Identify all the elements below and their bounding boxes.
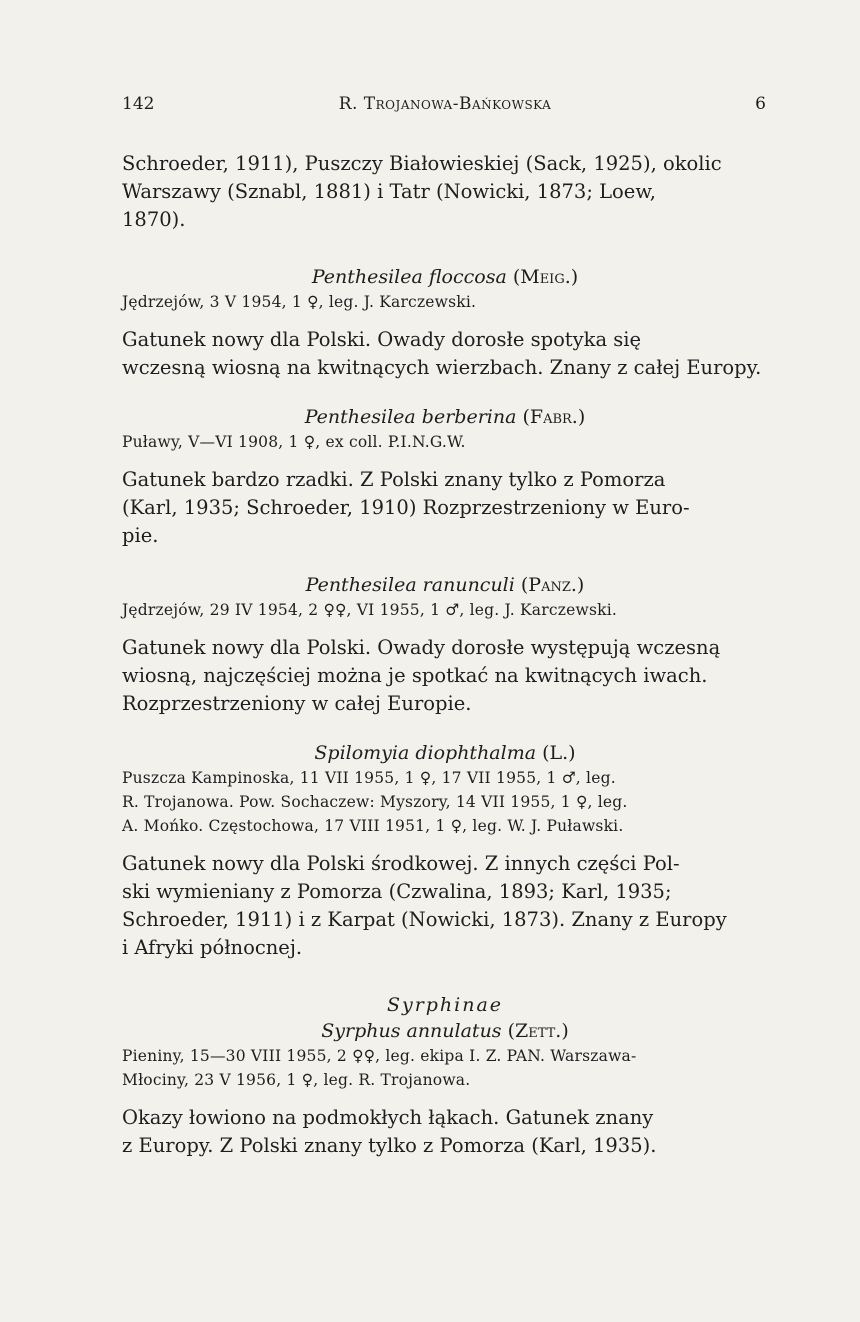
locality-record [122, 1044, 768, 1092]
subfamily-section [122, 992, 768, 1160]
species-description [122, 326, 768, 382]
species-description [122, 850, 768, 962]
species-author: (Zett.) [507, 1020, 569, 1042]
species-entry [122, 740, 768, 962]
text-line: i Afryki północnej. [122, 936, 303, 959]
species-entry [122, 404, 768, 550]
species-name: Penthesilea berberina [304, 406, 517, 428]
text-line: 1870). [122, 208, 186, 231]
locality-line: Jędrzejów, 3 V 1954, 1 ♀, leg. J. Karczewski. [122, 293, 477, 311]
locality-line: Jędrzejów, 29 IV 1954, 2 ♀♀, VI 1955, 1 ♂, leg. J. Karczewski. [122, 601, 617, 619]
text-line: Gatunek nowy dla Polski. Owady dorosłe występują wczesną [122, 636, 721, 659]
text-line: Warszawy (Sznabl, 1881) i Tatr (Nowicki, 1873; Loew, [122, 180, 656, 203]
locality-record [122, 290, 768, 314]
locality-line: Pieniny, 15—30 VIII 1955, 2 ♀♀, leg. ekipa I. Z. PAN. Warszawa- [122, 1047, 637, 1065]
locality-line: Puławy, V—VI 1908, 1 ♀, ex coll. P.I.N.G.W. [122, 433, 466, 451]
locality-record [122, 598, 768, 622]
text-line: (Karl, 1935; Schroeder, 1910) Rozprzestrzeniony w Euro- [122, 496, 690, 519]
locality-line: Puszcza Kampinoska, 11 VII 1955, 1 ♀, 17 VII 1955, 1 ♂, leg. [122, 769, 616, 787]
text-line: wiosną, najczęściej można je spotkać na kwitnących iwach. [122, 664, 708, 687]
locality-record [122, 766, 768, 838]
text-line: z Europy. Z Polski znany tylko z Pomorza (Karl, 1935). [122, 1134, 657, 1157]
page-number: 142 [122, 94, 155, 114]
species-author: (L.) [542, 742, 576, 764]
text-line: wczesną wiosną na kwitnących wierzbach. Znany z całej Europy. [122, 356, 762, 379]
intro-paragraph [122, 150, 768, 234]
text-line: ski wymieniany z Pomorza (Czwalina, 1893; Karl, 1935; [122, 880, 672, 903]
species-heading [122, 572, 768, 598]
species-author: (Meig.) [512, 266, 579, 288]
text-line: Gatunek nowy dla Polski środkowej. Z innych części Pol- [122, 852, 680, 875]
species-heading [122, 264, 768, 290]
text-line: Gatunek nowy dla Polski. Owady dorosłe spotyka się [122, 328, 642, 351]
species-heading [122, 740, 768, 766]
species-heading [122, 1018, 768, 1044]
species-entry [122, 572, 768, 718]
text-line: Schroeder, 1911) i z Karpat (Nowicki, 1873). Znany z Europy [122, 908, 727, 931]
text-line: Okazy łowiono na podmokłych łąkach. Gatunek znany [122, 1106, 654, 1129]
species-description [122, 466, 768, 550]
subfamily-heading: Syrphinae [386, 994, 504, 1016]
species-heading [122, 404, 768, 430]
running-title: R. Trojanowa-Bańkowska [338, 94, 552, 114]
species-description [122, 1104, 768, 1160]
page-header [122, 94, 768, 118]
species-name: Penthesilea floccosa [311, 266, 507, 288]
species-description [122, 634, 768, 718]
text-line: Rozprzestrzeniony w całej Europie. [122, 692, 472, 715]
species-author: (Panz.) [520, 574, 585, 596]
page-body [122, 150, 768, 1160]
text-line: Schroeder, 1911), Puszczy Białowieskiej (Sack, 1925), okolic [122, 152, 722, 175]
locality-line: Młociny, 23 V 1956, 1 ♀, leg. R. Trojanowa. [122, 1071, 471, 1089]
text-line: pie. [122, 524, 159, 547]
species-name: Penthesilea ranunculi [305, 574, 515, 596]
species-entry [122, 264, 768, 382]
text-line: Gatunek bardzo rzadki. Z Polski znany tylko z Pomorza [122, 468, 666, 491]
section-number: 6 [755, 94, 766, 114]
locality-line: R. Trojanowa. Pow. Sochaczew: Myszory, 14 VII 1955, 1 ♀, leg. [122, 793, 628, 811]
species-name: Spilomyia diophthalma [314, 742, 537, 764]
species-name: Syrphus annulatus [321, 1020, 502, 1042]
locality-record [122, 430, 768, 454]
species-author: (Fabr.) [522, 406, 586, 428]
locality-line: A. Mońko. Częstochowa, 17 VIII 1951, 1 ♀, leg. W. J. Puławski. [122, 817, 624, 835]
